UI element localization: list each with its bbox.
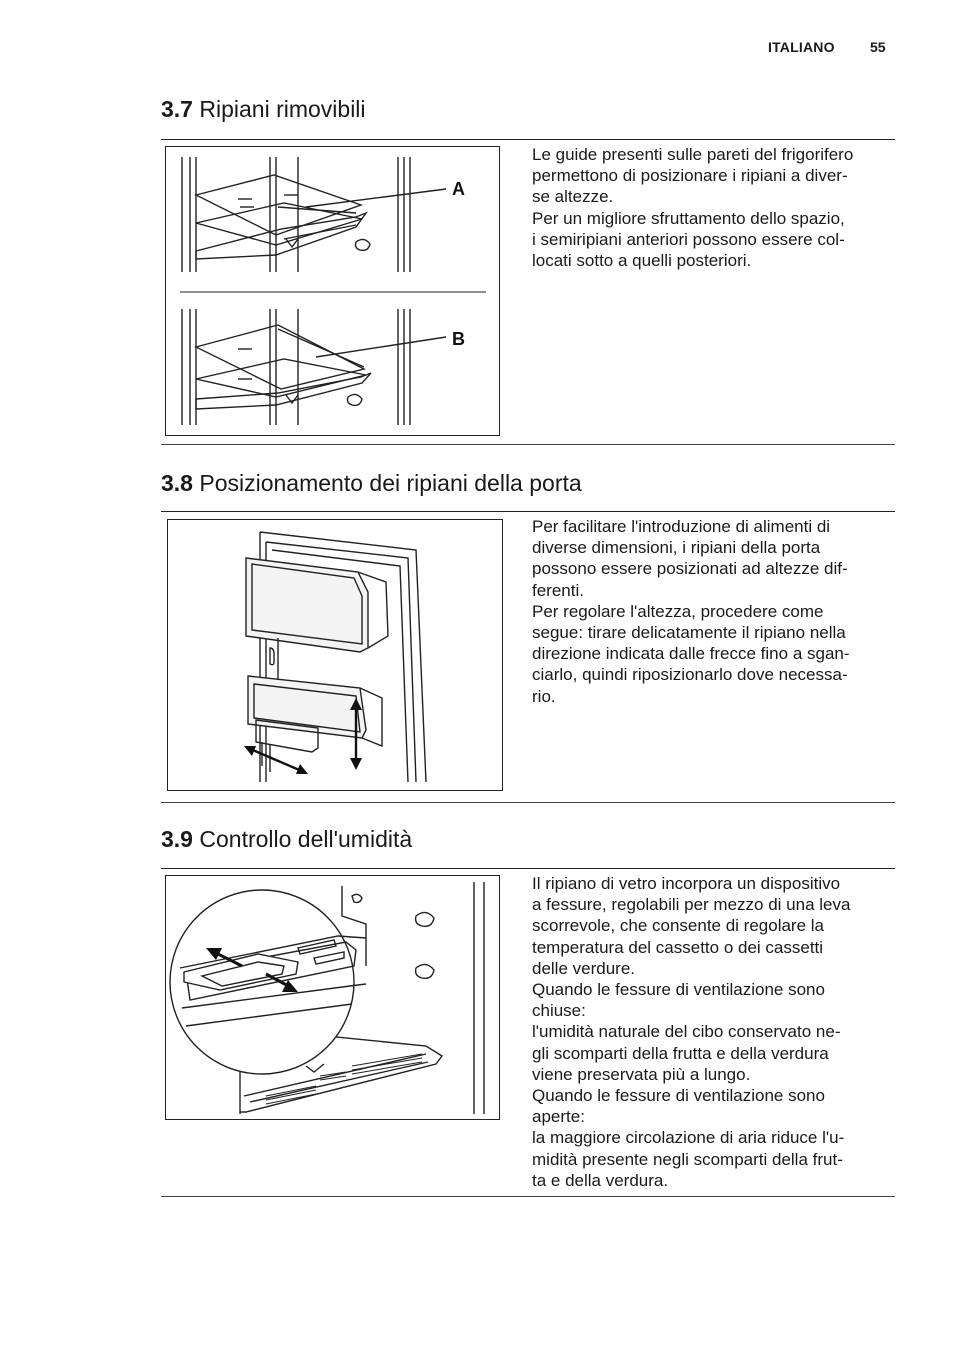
paragraph: Il ripiano di vetro incorpora un dispositivo a fessure, regolabili per mezzo di una leva scorrevole, che consente di regolare la temperatura del cassetto o dei cassetti delle verdure. xyxy=(532,874,851,978)
section-bottom-rule xyxy=(161,802,895,803)
paragraph: Per facilitare l'introduzione di alimenti di diverse dimensioni, i ripiani della porta possono essere posizionati ad altezze dif- ferenti. xyxy=(532,517,848,600)
section-title-text: Ripiani rimovibili xyxy=(199,96,366,122)
section-3-7-text xyxy=(532,144,888,271)
section-3-8-text xyxy=(532,516,888,707)
section-title-text: Posizionamento dei ripiani della porta xyxy=(199,470,582,496)
section-title-text: Controllo dell'umidità xyxy=(199,826,413,852)
paragraph: la maggiore circolazione di aria riduce l'u- midità presente negli scomparti della frut- ta e della verdura. xyxy=(532,1128,845,1190)
door-diagram xyxy=(168,520,504,792)
section-number: 3.9 xyxy=(161,826,193,852)
door-shelves-illustration xyxy=(167,519,503,791)
paragraph: l'umidità naturale del cibo conservato ne- gli scomparti della frutta e della verdura viene preservata più a lungo. xyxy=(532,1022,841,1084)
paragraph: Per un migliore sfruttamento dello spazio, i semiripiani anteriori possono essere col- locati sotto a quelli posteriori. xyxy=(532,208,845,271)
section-3-8-title xyxy=(161,470,582,497)
section-number: 3.8 xyxy=(161,470,193,496)
section-3-9-text xyxy=(532,873,888,1191)
paragraph: Per regolare l'altezza, procedere come segue: tirare delicatamente il ripiano nella direzione indicata dalle frecce fino a sgan- ciarlo, quindi riposizionarlo dove necessa- rio. xyxy=(532,601,850,706)
header-language: ITALIANO xyxy=(768,39,835,55)
paragraph: Quando le fessure di ventilazione sono chiuse: xyxy=(532,980,825,1021)
section-number: 3.7 xyxy=(161,96,193,122)
humidity-control-illustration xyxy=(165,875,500,1120)
section-top-rule xyxy=(161,868,895,869)
paragraph: Le guide presenti sulle pareti del frigorifero permettono di posizionare i ripiani a diver- se altezze. xyxy=(532,145,854,207)
section-top-rule xyxy=(161,139,895,140)
label-b: B xyxy=(452,329,465,349)
section-top-rule xyxy=(161,511,895,512)
label-a: A xyxy=(452,179,465,199)
humidity-diagram xyxy=(166,876,501,1121)
section-3-9-title xyxy=(161,826,412,853)
section-bottom-rule xyxy=(161,444,895,445)
section-bottom-rule xyxy=(161,1196,895,1197)
paragraph: Quando le fessure di ventilazione sono aperte: xyxy=(532,1086,825,1127)
section-3-7-title xyxy=(161,96,366,123)
removable-shelves-illustration xyxy=(165,146,500,436)
page-number: 55 xyxy=(870,39,886,55)
shelf-diagram xyxy=(166,147,501,437)
